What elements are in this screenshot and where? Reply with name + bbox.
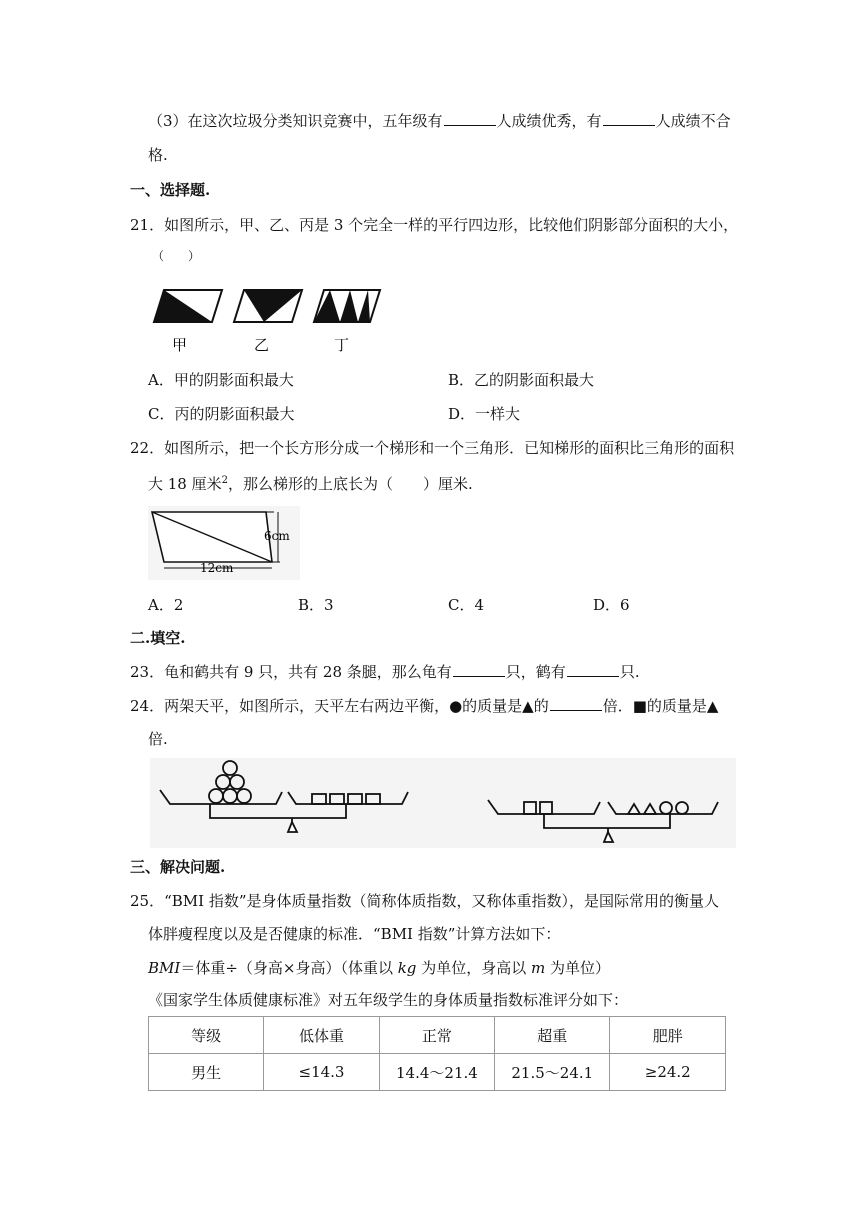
- width-label: 12cm: [200, 561, 234, 575]
- parallelogram-figure: [150, 282, 390, 358]
- q22-line2: 大 18 厘米$^2$，那么梯形的上底长为（ ）厘米.: [148, 475, 473, 493]
- table-cell: 低体重: [264, 1017, 379, 1054]
- answer-blank[interactable]: [444, 111, 496, 126]
- parallelogram-yi: [234, 290, 302, 322]
- q22-option-a[interactable]: A．2: [148, 596, 184, 614]
- table-cell: 等级: [149, 1017, 264, 1054]
- q23-line: 23．龟和鹤共有 9 只，共有 28 条腿，那么龟有 只，鹤有 只.: [130, 663, 640, 681]
- q21-option-b[interactable]: B．乙的阴影面积最大: [448, 371, 595, 389]
- q25-formula: BMI＝体重÷（身高×身高）（体重以 kg 为单位，身高以 m 为单位）: [148, 959, 610, 977]
- q21-line1: 21．如图所示，甲、乙、丙是 3 个完全一样的平行四边形，比较他们阴影部分面积的大小，: [130, 216, 739, 234]
- answer-blank[interactable]: [550, 696, 602, 711]
- label-ding: 丁: [334, 336, 350, 354]
- answer-blank[interactable]: [567, 662, 619, 677]
- table-cell: 21.5～24.1: [495, 1054, 610, 1091]
- height-label: 6cm: [264, 529, 290, 543]
- q25-line2: 体胖瘦程度以及是否健康的标准．“BMI 指数”计算方法如下：: [148, 925, 561, 943]
- answer-blank[interactable]: [453, 662, 505, 677]
- q22-option-c[interactable]: C．4: [448, 596, 485, 614]
- q24-line2: 倍.: [148, 730, 168, 748]
- section-title-problems: 三、解决问题.: [130, 858, 226, 876]
- table-cell: ≥24.2: [610, 1054, 726, 1091]
- q21-line2: （ ）: [152, 249, 201, 263]
- q22-option-d[interactable]: D．6: [593, 596, 630, 614]
- section-title-choice: 一、选择题.: [130, 181, 211, 199]
- table-cell: 男生: [149, 1054, 264, 1091]
- q24-line1: 24．两架天平，如图所示，天平左右两边平衡，●的质量是▲的 倍．■的质量是▲: [130, 697, 719, 715]
- table-cell: 超重: [495, 1017, 610, 1054]
- q25-standard: 《国家学生体质健康标准》对五年级学生的身体质量指数标准评分如下：: [148, 991, 629, 1009]
- section-title-fill: 二.填空.: [130, 629, 186, 647]
- answer-blank[interactable]: [603, 111, 655, 126]
- trapezoid-figure: [148, 506, 300, 580]
- q22-line1: 22．如图所示，把一个长方形分成一个梯形和一个三角形．已知梯形的面积比三角形的面积: [130, 439, 735, 457]
- q21-option-d[interactable]: D．一样大: [448, 405, 521, 423]
- label-jia: 甲: [172, 336, 188, 354]
- table-cell: 肥胖: [610, 1017, 726, 1054]
- parallelogram-ding: [314, 290, 380, 322]
- label-yi: 乙: [254, 336, 270, 354]
- table-cell: 正常: [379, 1017, 494, 1054]
- parallelogram-jia: [154, 290, 222, 322]
- q3-line2: 格.: [148, 146, 168, 164]
- balance-figure: [150, 758, 736, 848]
- q3-line1: （3）在这次垃圾分类知识竞赛中，五年级有 人成绩优秀，有 人成绩不合: [148, 112, 731, 130]
- table-header-row: [149, 1017, 726, 1054]
- table-cell: 14.4～21.4: [379, 1054, 494, 1091]
- bmi-standard-table: [148, 1016, 726, 1091]
- q22-option-b[interactable]: B．3: [298, 596, 334, 614]
- table-row: [149, 1054, 726, 1091]
- q21-option-a[interactable]: A．甲的阴影面积最大: [148, 371, 294, 389]
- q21-option-c[interactable]: C．丙的阴影面积最大: [148, 405, 295, 423]
- q25-line1: 25．“BMI 指数”是身体质量指数（简称体质指数，又称体重指数），是国际常用的衡量人: [130, 892, 720, 910]
- table-cell: ≤14.3: [264, 1054, 379, 1091]
